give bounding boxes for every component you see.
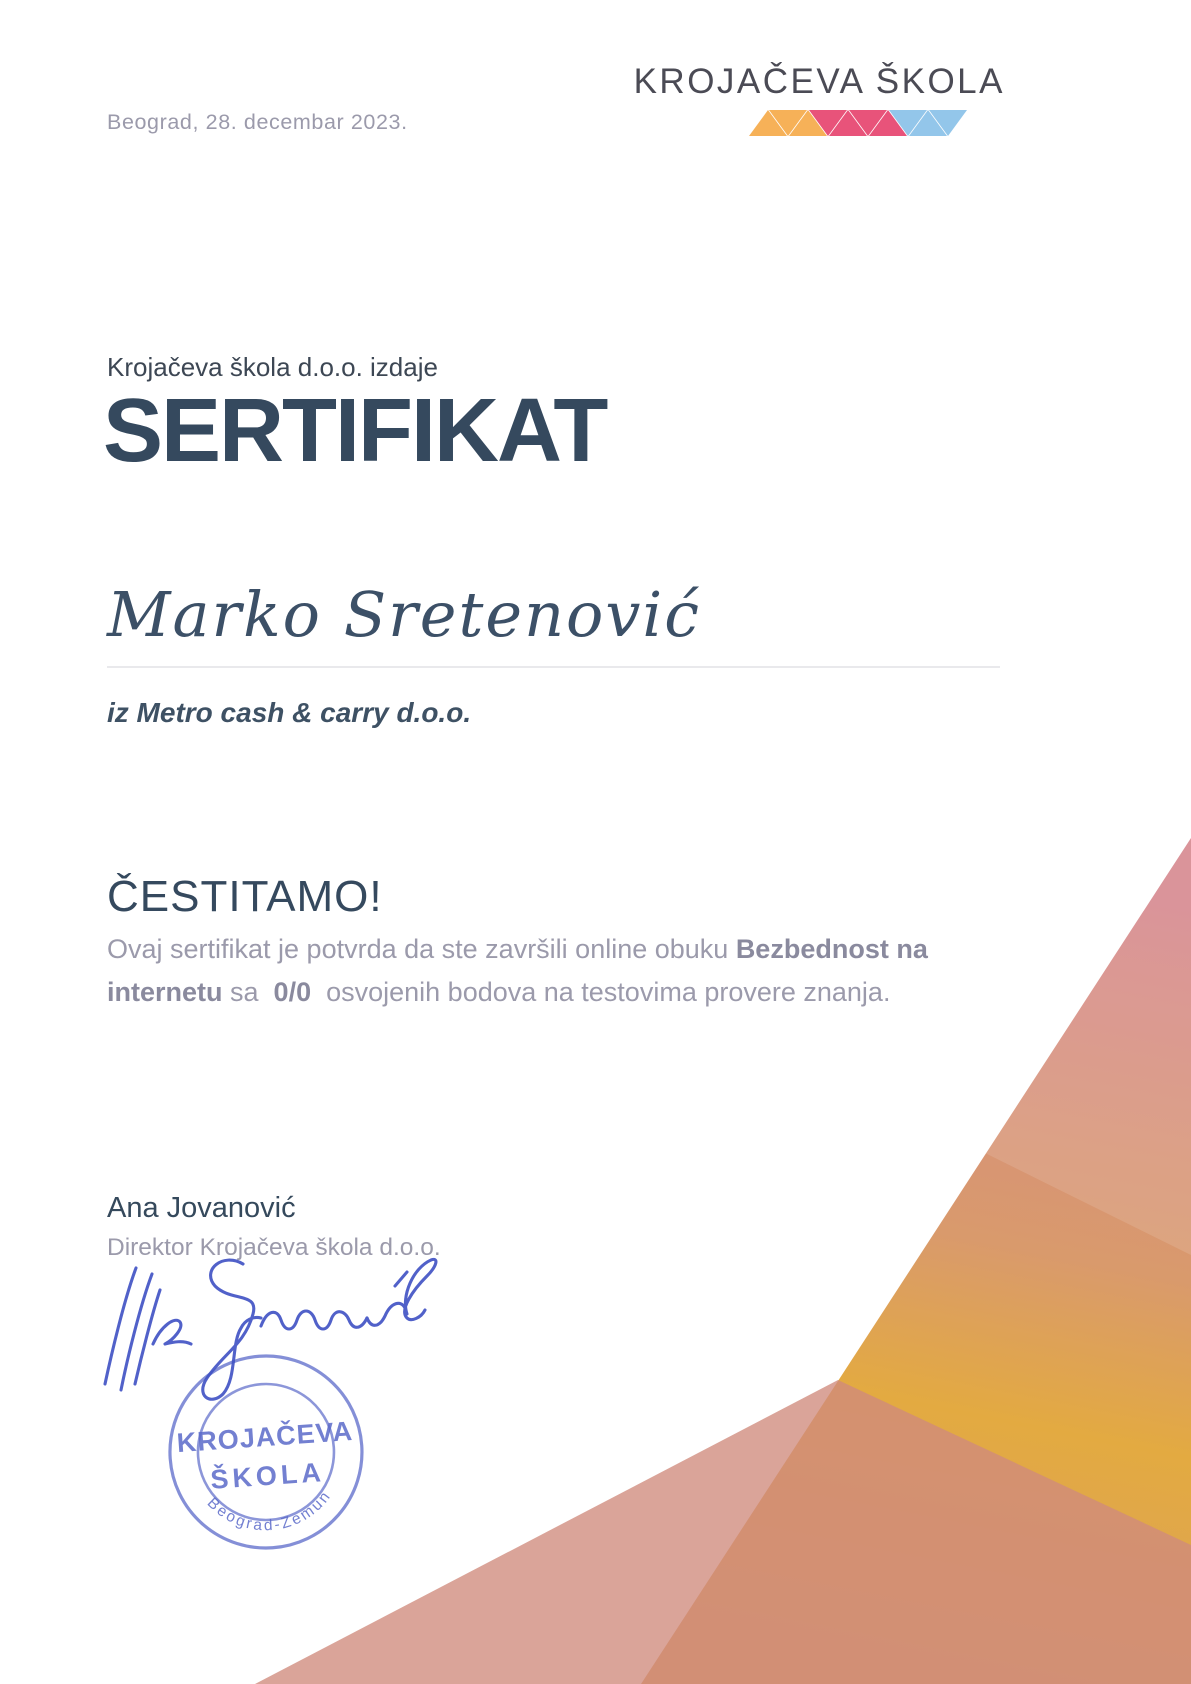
body-text: osvojenih bodova na testovima provere znanja. [311, 977, 891, 1008]
body-text-bold: 0/0 [273, 977, 312, 1008]
issuer-line: Krojačeva škola d.o.o. izdaje [107, 352, 438, 382]
body-text-bold: Bezbednost na internetu [107, 934, 936, 1008]
stamp-arc-text: Beograd-Zemun [203, 1486, 336, 1535]
congrats-heading: ČESTITAMO! [107, 872, 383, 921]
date-location-line: Beograd, 28. decembar 2023. [107, 110, 408, 134]
logo-triangle [929, 110, 967, 136]
certificate-title: SERTIFIKAT [103, 381, 607, 481]
certificate-body-text [107, 928, 1007, 1014]
recipient-company: iz Metro cash & carry d.o.o. [107, 697, 472, 728]
body-text: Ovaj sertifikat je potvrda da ste završili online obuku [107, 934, 736, 964]
school-logo [634, 62, 1005, 136]
recipient-name: Marko Sretenović [107, 578, 701, 651]
stamp-text-line2: ŠKOLA [209, 1456, 326, 1495]
signer-name: Ana Jovanović [107, 1192, 296, 1224]
body-text: sa [222, 977, 274, 1008]
director-signature [95, 1252, 455, 1422]
signer-title: Direktor Krojačeva škola d.o.o. [107, 1234, 441, 1261]
logo-triangle-band [749, 110, 967, 136]
recipient-name-underline [107, 666, 1000, 668]
school-logo-name: KROJAČEVA ŠKOLA [633, 62, 1005, 101]
stamp-text-line1: KROJAČEVA [175, 1415, 355, 1459]
